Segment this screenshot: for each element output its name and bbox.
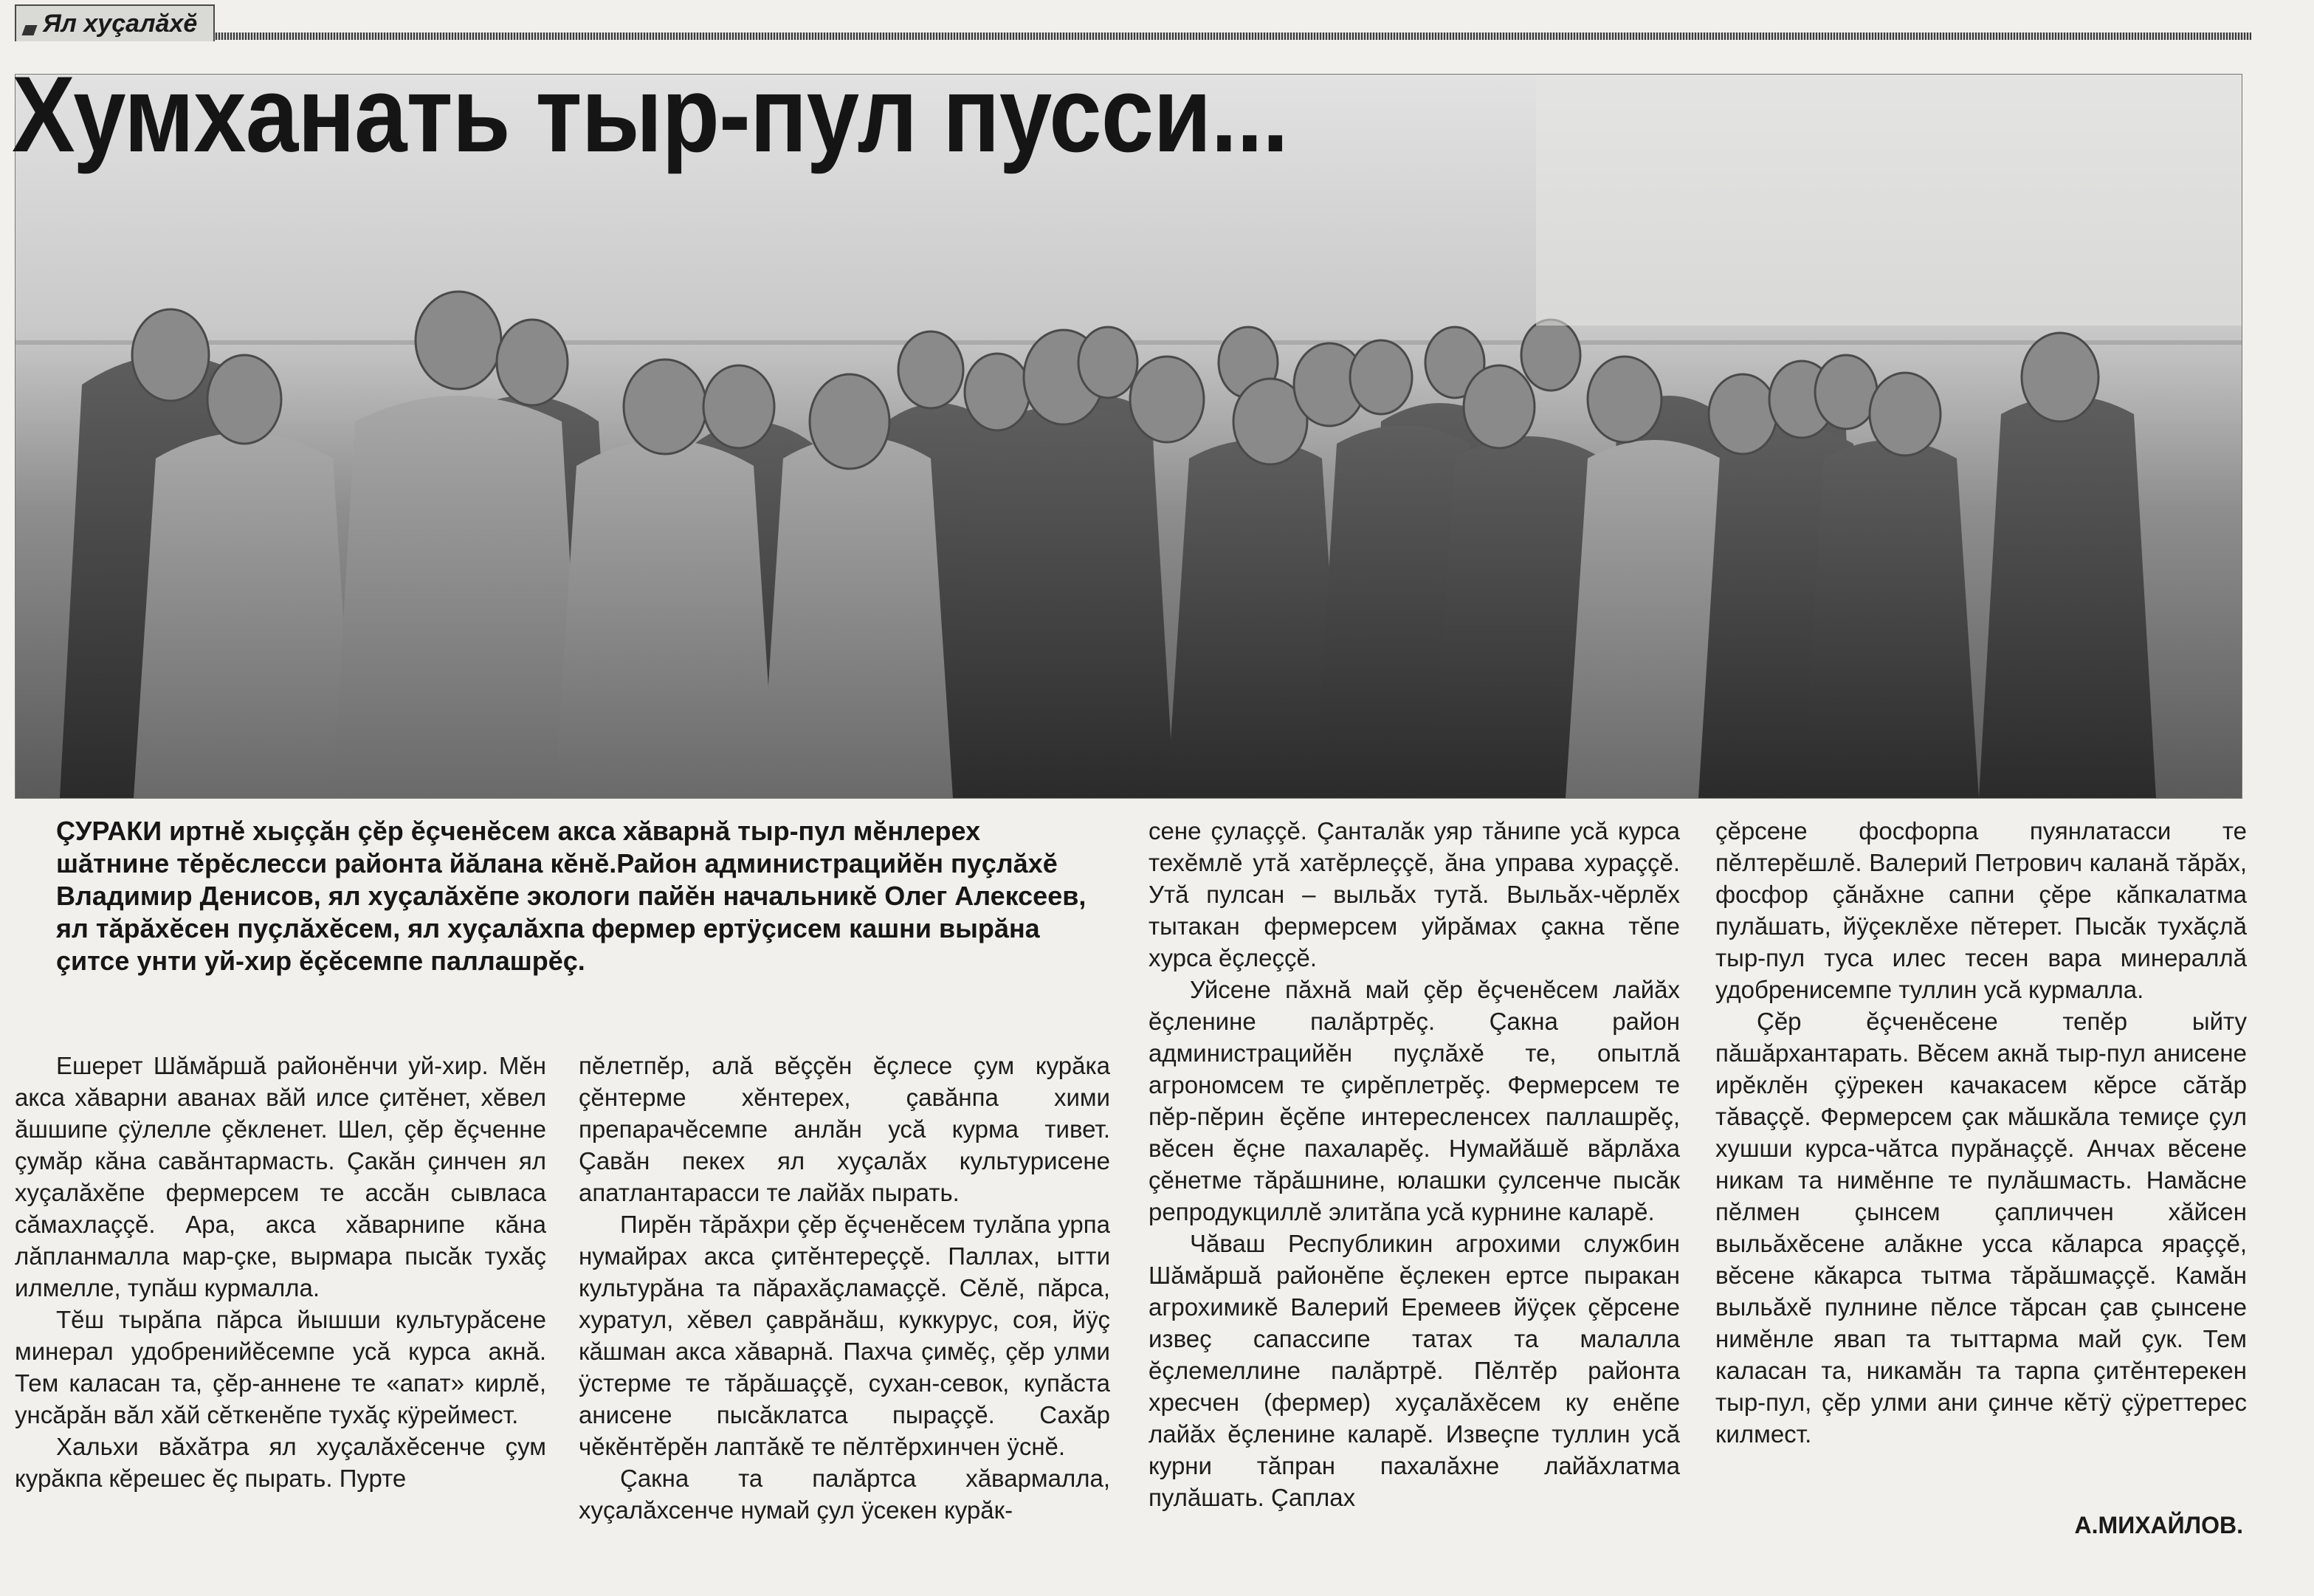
paragraph: Хальхи вăхăтра ял хуçалăхĕсенче çум курăкпа кĕрешес ĕç пырать. Пурте <box>15 1433 546 1492</box>
article-column-2 <box>579 1050 1110 1526</box>
paragraph: Уйсене пăхнă май çĕр ĕçченĕсем лайăх ĕçленине палăртрĕç. Çакна район администрацийĕн пуçлăхĕ те, опытлă агрономсем те çирĕплетрĕç. Фермерсем те пĕр-пĕрин ĕçĕпе интересленсех паллашрĕç, вĕсен ĕçне пахаларĕç. Нумайăшĕ вăрлăха çĕнетме тăрăшнине, юлашки çулсенче пысăк репродукциллĕ элитăпа усă курнине каларĕ. <box>1149 976 1680 1225</box>
tab-marker-icon <box>21 25 37 35</box>
article-column-1 <box>15 1050 546 1494</box>
section-header <box>15 4 2251 40</box>
section-label: Ял хуçалăхĕ <box>43 10 198 38</box>
article-column-3 <box>1149 815 1680 1513</box>
author-signature: А.МИХАЙЛОВ. <box>2074 1512 2243 1538</box>
adjacent-column-bleed <box>1536 75 2242 326</box>
lead-paragraph: ÇУРАКИ иртнĕ хыççăн çĕр ĕçченĕсем акса хăварнă тыр-пул мĕнлерех шăтнине тĕрĕслесси районта йăлана кĕнĕ.Район администрацийĕн пуçлăхĕ Владимир Денисов, ял хуçалăхĕпе экологи пайĕн начальникĕ Олег Алексеев, ял тăрăхĕсен пуçлăхĕсем, ял хуçалăхпа фермер ертÿçисем кашни вырăна çитсе унти уй-хир ĕçĕсемпе паллашрĕç. <box>56 816 1087 976</box>
paragraph: çĕрсене фосфорпа пуянлатасси те пĕлтерĕшлĕ. Валерий Петрович каланă тăрăх, фосфор çăнăхне сапни çĕре кăпкалатма пулăшать, йÿçеклĕхе пĕтерет. Пысăк тухăçлă тыр-пул туса илес тесен вара минераллă удобренисемпе туллин усă курмалла. <box>1715 817 2247 1003</box>
section-rule <box>30 32 2251 40</box>
paragraph: сене çулаççĕ. Çанталăк уяр тăнипе усă курса техĕмлĕ утă хатĕрлеççĕ, ăна управа хураççĕ. Утă пулсан – выльăх тутă. Выльăх-чĕрлĕх тытакан фермерсем уйрăмах çакна тĕпе хурса ĕçлеççĕ. <box>1149 817 1680 971</box>
paragraph: Çĕр ĕçченĕсене тепĕр ыйту пăшăрхантарать. Вĕсем акнă тыр-пул анисене ирĕклĕн çÿрекен качакасем кĕрсе сăтăр тăваççĕ. Фермерсем çак мăшкăла темиçе çул хушши курса-чăтса пурăнаççĕ. Анчах вĕсене никам та нимĕнпе те пулăшмасть. Намăсне пĕлмен çынсем çапличчен хăйсен выльăхĕсене алăкне усса кăларса яраççĕ, вĕсене кăкарса тытма тăрăшмаççĕ. Камăн выльăхĕ пулнине пĕлсе тăрсан çав çынсене нимĕнле явап та тыттарма май çук. Тем каласан та, никамăн та тарпа çитĕнтерекен тыр-пул, çĕр улми ани çинче кĕтÿ çÿреттерес килмест. <box>1715 1008 2247 1448</box>
group-photo <box>15 74 2242 799</box>
section-tab <box>15 4 215 41</box>
paragraph: Çакна та палăртса хăвармалла, хуçалăхсенче нумай çул ÿсекен курăк- <box>579 1465 1110 1524</box>
headline: Хумханать тыр-пул пусси... <box>12 54 1288 174</box>
paragraph: пĕлетпĕр, алă вĕççĕн ĕçлесе çум курăка çĕнтерме хĕнтерех, çавăнпа хими препарачĕсемпе анлăн усă курма тивет. Çавăн пекех ял хуçалăх культурисене апатлантарасси те лайăх пырать. <box>579 1052 1110 1206</box>
paragraph: Ешерет Шăмăршă районĕнчи уй-хир. Мĕн акса хăварни аванах вăй илсе çитĕнет, хĕвел ăшшипе çÿлелле çĕкленет. Шел, çĕр ĕçченне çумăр кăна савăнтармасть. Çакăн çинчен ял хуçалăхĕпе фермерсем те ассăн сывласа сăмахлаççĕ. Ара, акса хăварнипе кăна лăпланмалла мар-çке, вырмара пысăк тухăç илмелле, тупăш курмалла. <box>15 1052 546 1301</box>
article-column-4 <box>1715 815 2247 1450</box>
paragraph: Тĕш тырăпа пăрса йышши культурăсене минерал удобренийĕсемпе усă курса акнă. Тем каласан та, çĕр-аннене те «апат» кирлĕ, унсăрăн вăл хăй сĕткенĕпе тухăç кÿреймест. <box>15 1306 546 1428</box>
paragraph: Пирĕн тăрăхри çĕр ĕçченĕсем тулăпа урпа нумайрах акса çитĕнтереççĕ. Паллах, ытти культурăна та пăрахăçламаççĕ. Сĕлĕ, пăрса, хуратул, хĕвел çаврăнăш, куккурус, соя, йÿç кăшман акса хăварнă. Пахча çимĕç, çĕр улми ÿстерме те тăрăшаççĕ, сухан-севок, купăста анисене пысăклатса пыраççĕ. Сахăр чĕкĕнтĕрĕн лаптăкĕ те пĕлтĕрхинчен ÿснĕ. <box>579 1211 1110 1460</box>
paragraph: Чăваш Республикин агрохими службин Шăмăршă районĕпе ĕçлекен ертсе пыракан агрохимикĕ Валерий Еремеев йÿçек çĕрсене извеç сапассипе татах та малалла ĕçлемеллине палăртрĕ. Пĕлтĕр районта хресчен (фермер) хуçалăхĕсем ку енĕпе лайăх ĕçленине каларĕ. Извеçпе туллин усă курни тăпран пахалăхне лайăхлатма пулăшать. Çаплах <box>1149 1230 1680 1511</box>
